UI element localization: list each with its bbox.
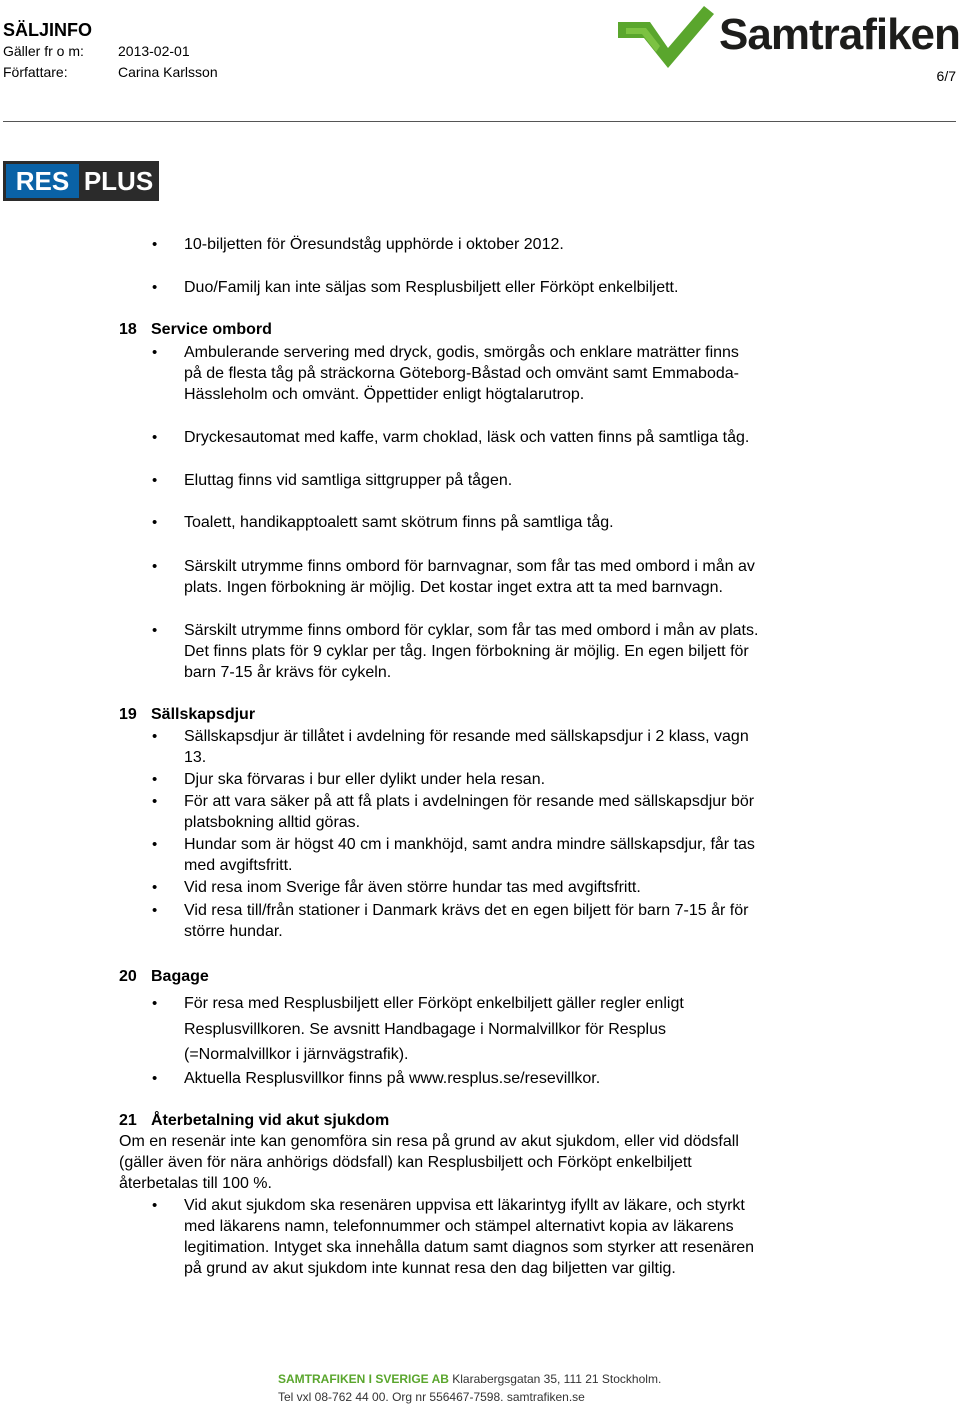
- header-divider: [3, 121, 956, 122]
- footer: [278, 1370, 661, 1406]
- list-item: • Aktuella Resplusvillkor finns på www.resplus.se/resevillkor.: [184, 1068, 844, 1089]
- list-item: • Vid akut sjukdom ska resenären uppvisa ett läkarintyg ifyllt av läkare, och styrkt med läkarens namn, telefonnummer och stämpel alternativt kopia av läkarens legitimation. Intyget ska innehålla datum samt diagnos som styrker att resenären på grund av akut sjukdom inte kunnat resa den dag biljetten var giltig.: [184, 1195, 844, 1279]
- footer-contact: Tel vxl 08-762 44 00. Org nr 556467-7598. samtrafiken.se: [278, 1390, 585, 1404]
- samtrafiken-logo-text: Samtrafiken: [719, 10, 960, 59]
- list-item: • Vid resa till/från stationer i Danmark krävs det en egen biljett för barn 7-15 år för större hundar.: [184, 900, 844, 942]
- section-title: Bagage: [151, 968, 209, 985]
- list-item: • Särskilt utrymme finns ombord för barnvagnar, som får tas med ombord i mån av plats. Ingen förbokning är möjlig. Det kostar inget extra att ta med barnvagn.: [184, 556, 844, 598]
- list-item: • Särskilt utrymme finns ombord för cyklar, som får tas med ombord i mån av plats. Det finns plats för 9 cyklar per tåg. Ingen förbokning är möjlig. En egen biljett för barn 7-15 år krävs för cykeln.: [184, 620, 844, 683]
- section-number: 18: [119, 321, 137, 338]
- section-title: Service ombord: [151, 321, 272, 338]
- samtrafiken-logo-mark: [616, 4, 716, 70]
- section-number: 20: [119, 968, 137, 985]
- list-item: • Dryckesautomat med kaffe, varm choklad, läsk och vatten finns på samtliga tåg.: [184, 427, 844, 448]
- list-item: • Djur ska förvaras i bur eller dylikt under hela resan.: [184, 769, 844, 790]
- footer-org: SAMTRAFIKEN I SVERIGE AB: [278, 1372, 449, 1386]
- section-number: 21: [119, 1112, 137, 1129]
- list-item: • Vid resa inom Sverige får även större hundar tas med avgiftsfritt.: [184, 877, 844, 898]
- list-item: • Hundar som är högst 40 cm i mankhöjd, samt andra mindre sällskapsdjur, får tas med avgiftsfritt.: [184, 834, 844, 876]
- footer-line-1: [278, 1370, 661, 1388]
- page-number: 6/7: [936, 68, 956, 84]
- section-heading: [119, 1110, 389, 1131]
- section-number: 19: [119, 706, 137, 723]
- list-item: • För att vara säker på att få plats i avdelningen för resande med sällskapsdjur bör platsbokning alltid göras.: [184, 791, 844, 833]
- resplus-logo-plus: PLUS: [83, 166, 154, 196]
- author-row: [3, 64, 218, 80]
- section-title: Sällskapsdjur: [151, 706, 256, 723]
- samtrafiken-logo: [616, 4, 960, 70]
- footer-address: Klarabergsgatan 35, 111 21 Stockholm.: [452, 1372, 662, 1386]
- section-heading: [119, 966, 209, 987]
- section-heading: [119, 319, 272, 340]
- list-item: • Duo/Familj kan inte säljas som Resplusbiljett eller Förköpt enkelbiljett.: [184, 277, 844, 298]
- resplus-logo-res: RES: [6, 164, 79, 198]
- author-label: Författare:: [3, 64, 68, 80]
- list-item: • För resa med Resplusbiljett eller Förköpt enkelbiljett gäller regler enligt Resplusvillkoren. Se avsnitt Handbagage i Normalvillkor för Resplus (=Normalvillkor i järnvägstrafik).: [184, 991, 844, 1068]
- list-item: • 10-biljetten för Öresundståg upphörde i oktober 2012.: [184, 234, 844, 255]
- resplus-logo: [3, 161, 159, 201]
- valid-from-value: 2013-02-01: [118, 43, 190, 59]
- list-item: • Sällskapsdjur är tillåtet i avdelning för resande med sällskapsdjur i 2 klass, vagn 13.: [184, 726, 844, 768]
- section-heading: [119, 704, 255, 725]
- list-item: • Toalett, handikapptoalett samt skötrum finns på samtliga tåg.: [184, 512, 844, 533]
- valid-from-row: [3, 43, 190, 59]
- list-item: • Eluttag finns vid samtliga sittgrupper på tågen.: [184, 470, 844, 491]
- doc-type: SÄLJINFO: [3, 20, 93, 40]
- list-item: • Ambulerande servering med dryck, godis, smörgås och enklare maträtter finns på de flesta tåg på sträckorna Göteborg-Båstad och omvänt samt Emmaboda- Hässleholm och omvänt. Öppettider enligt högtalarutrop.: [184, 342, 844, 405]
- section-title: Återbetalning vid akut sjukdom: [151, 1112, 390, 1129]
- section-paragraph: Om en resenär inte kan genomföra sin resa på grund av akut sjukdom, eller vid dödsfall (gäller även för nära anhörigs dödsfall) kan Resplusbiljett och Förköpt enkelbiljett återbetalas till 100 %.: [119, 1133, 739, 1192]
- author-value: Carina Karlsson: [118, 64, 218, 80]
- valid-from-label: Gäller fr o m:: [3, 43, 84, 59]
